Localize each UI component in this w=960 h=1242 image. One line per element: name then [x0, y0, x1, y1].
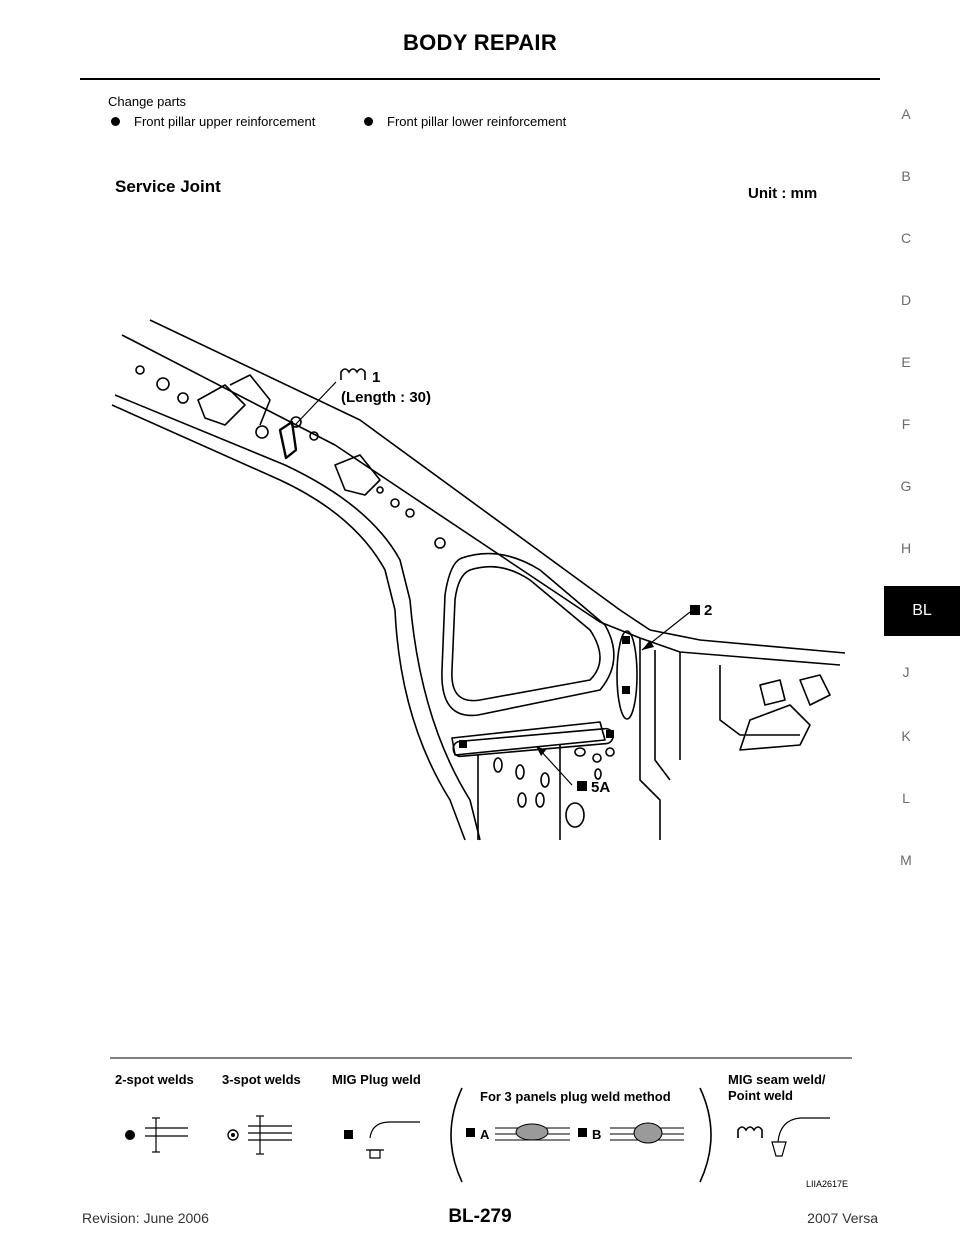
footer-page-number: BL-279 [448, 1206, 512, 1227]
callout-2-number: 2 [704, 602, 713, 619]
service-joint-figure [0, 160, 960, 1200]
two-spot-diagram [145, 1118, 188, 1152]
plug-weld-icon [690, 605, 700, 615]
plug-weld-a-diagram [495, 1124, 570, 1140]
footer-model: 2007 Versa [807, 1210, 878, 1226]
index-tab-b[interactable]: B [901, 168, 911, 184]
index-tab-a[interactable]: A [901, 106, 911, 122]
mig-seam-diagram [772, 1118, 830, 1156]
legend-mig-seam-2: Point weld [728, 1088, 793, 1103]
bracket-left [451, 1088, 462, 1182]
change-parts-heading: Change parts [108, 94, 187, 109]
seam-weld-icon [341, 369, 365, 380]
bracket-right [700, 1088, 711, 1182]
part-item-upper [111, 114, 315, 129]
index-tab-k[interactable]: K [901, 728, 911, 744]
part-item-lower [364, 114, 566, 129]
callout-3 [577, 779, 610, 796]
plug-weld-b-icon [578, 1128, 587, 1137]
index-tab-l[interactable]: L [902, 790, 910, 806]
callout-3-number: 5A [591, 779, 611, 796]
weld-marks [296, 382, 690, 785]
index-tab-f[interactable]: F [901, 416, 911, 432]
three-spot-diagram [248, 1116, 292, 1154]
callout-2 [690, 602, 712, 619]
index-tab-j[interactable]: J [902, 664, 910, 680]
legend-three-panels: For 3 panels plug weld method [480, 1089, 671, 1104]
seam-weld-icon [738, 1127, 762, 1138]
plug-weld-a-icon [466, 1128, 475, 1137]
plug-weld-icon [577, 781, 587, 791]
part-label: Front pillar lower reinforcement [387, 114, 567, 129]
mig-plug-icon [344, 1130, 353, 1139]
part-label: Front pillar upper reinforcement [134, 114, 316, 129]
footer-revision: Revision: June 2006 [82, 1210, 209, 1226]
index-tab-h[interactable]: H [900, 540, 912, 556]
legend-label-b: B [592, 1127, 602, 1142]
index-tab-c[interactable]: C [900, 230, 912, 246]
spot-weld-icon [125, 1130, 135, 1140]
legend-mig-seam-1: MIG seam weld/ [728, 1072, 826, 1087]
pillar-drawing [112, 320, 845, 840]
weld-legend [110, 1058, 852, 1189]
index-tab-e[interactable]: E [901, 354, 911, 370]
callout-1-length: (Length : 30) [341, 389, 431, 406]
unit-label: Unit : mm [748, 185, 818, 202]
legend-three-spot: 3-spot welds [222, 1072, 301, 1087]
index-tab-m[interactable]: M [900, 852, 912, 868]
figure-code: LIIA2617E [806, 1179, 849, 1189]
bullet-icon [364, 117, 373, 126]
index-tab-d[interactable]: D [900, 292, 912, 308]
page-title: BODY REPAIR [402, 30, 558, 55]
bullet-icon [111, 117, 120, 126]
index-tab-bl-active[interactable]: BL [884, 586, 960, 636]
header-rule [80, 78, 880, 80]
legend-two-spot: 2-spot welds [115, 1072, 194, 1087]
legend-mig-plug: MIG Plug weld [332, 1072, 421, 1087]
index-tab-g[interactable]: G [900, 478, 912, 494]
callout-1-number: 1 [372, 369, 381, 386]
legend-label-a: A [480, 1127, 490, 1142]
mig-plug-diagram [366, 1122, 420, 1158]
plug-weld-b-diagram [610, 1123, 684, 1143]
figure-title: Service Joint [115, 177, 221, 196]
callout-1 [341, 369, 431, 406]
